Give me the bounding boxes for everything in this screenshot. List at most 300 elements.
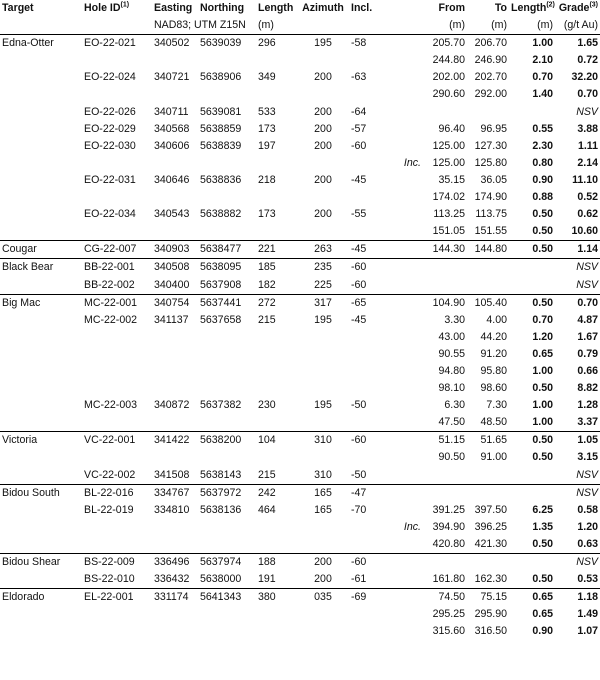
cell-grade: 3.88 [577, 122, 598, 135]
cell-from: 90.55 [438, 347, 465, 360]
cell-target [0, 397, 82, 414]
cell-target [0, 449, 82, 466]
cell-azimuth [297, 623, 349, 640]
cell-northing [198, 155, 256, 172]
col-interval-length-label: Length [511, 2, 547, 14]
table-row [0, 519, 600, 536]
cell-to: 105.40 [474, 296, 507, 309]
cell-grade: NSV [576, 556, 598, 568]
cell-azimuth: 263 [297, 241, 349, 259]
cell-note [389, 589, 423, 607]
cell-note [389, 52, 423, 69]
cell-northing: 5637908 [198, 277, 256, 295]
cell-incl: -45 [349, 241, 389, 259]
cell-northing [198, 189, 256, 206]
cell-hole-id: BS-22-009 [84, 556, 135, 568]
cell-target [0, 312, 82, 329]
cell-incl: -61 [349, 571, 389, 589]
cell-target [0, 329, 82, 346]
table-row [0, 121, 600, 138]
cell-length: 218 [258, 173, 276, 186]
cell-easting [152, 346, 198, 363]
cell-hole-id: EO-22-031 [84, 173, 136, 186]
col-incl: Incl. [351, 2, 373, 14]
cell-length [256, 380, 297, 397]
cell-incl: -55 [351, 208, 367, 221]
cell-easting: 340721 [154, 71, 190, 84]
cell-grade: 0.70 [577, 88, 598, 101]
cell-from: 174.02 [432, 191, 465, 204]
cell-note [389, 467, 423, 485]
cell-length: 182 [256, 277, 297, 295]
cell-from: 125.00 [432, 139, 465, 152]
cell-grade: 0.62 [577, 208, 598, 221]
cell-azimuth: 225 [297, 277, 349, 295]
cell-note [389, 312, 423, 329]
cell-from: 295.25 [432, 608, 465, 621]
table-row [0, 189, 600, 206]
table-row [0, 86, 600, 103]
cell-hole-id: BL-22-016 [84, 486, 134, 499]
cell-length [256, 449, 297, 466]
cell-note [389, 623, 423, 640]
cell-interval-length [509, 467, 555, 485]
cell-incl: -60 [351, 261, 367, 274]
cell-incl: -60 [351, 139, 367, 152]
cell-note [389, 449, 423, 466]
unit-incl [349, 17, 389, 35]
cell-azimuth: 310 [297, 467, 349, 485]
cell-from: 35.15 [438, 173, 465, 186]
cell-easting [152, 86, 198, 103]
cell-hole-id [82, 606, 152, 623]
cell-easting: 341137 [154, 313, 189, 326]
cell-incl: -65 [351, 296, 367, 309]
cell-target: Victoria [2, 434, 38, 447]
cell-from: 3.30 [444, 313, 465, 326]
cell-grade: NSV [576, 105, 598, 118]
cell-length [256, 52, 297, 69]
cell-target: Black Bear [2, 261, 54, 274]
cell-easting: 340903 [152, 241, 198, 259]
cell-interval-length: 0.50 [509, 223, 555, 241]
cell-interval-length: 0.50 [509, 571, 555, 589]
cell-incl [349, 346, 389, 363]
cell-interval-length: 0.55 [532, 122, 553, 135]
cell-azimuth: 035 [314, 591, 332, 604]
unit-to: (m) [467, 17, 509, 35]
table-row [0, 346, 600, 363]
table-row [0, 35, 600, 53]
cell-azimuth [297, 329, 349, 346]
col-easting: Easting [154, 2, 193, 14]
cell-from: 43.00 [438, 330, 465, 343]
table-row [0, 536, 600, 554]
cell-note [389, 259, 423, 277]
table-header [0, 0, 600, 35]
cell-grade: NSV [555, 467, 600, 485]
cell-to: 174.90 [474, 191, 507, 204]
cell-length [256, 86, 297, 103]
col-target: Target [2, 2, 34, 14]
cell-from: 391.25 [432, 503, 465, 516]
cell-northing [198, 414, 256, 432]
cell-azimuth: 195 [314, 399, 332, 412]
unit-hole [82, 17, 152, 35]
cell-to: 91.20 [480, 347, 507, 360]
cell-northing [198, 329, 256, 346]
cell-grade: 2.14 [577, 156, 598, 169]
cell-easting [152, 519, 198, 536]
cell-length: 188 [258, 556, 276, 568]
cell-northing: 5637972 [200, 486, 242, 499]
cell-incl: -57 [351, 122, 367, 135]
cell-to: 48.50 [467, 414, 509, 432]
cell-easting: 340568 [154, 122, 190, 135]
cell-incl [349, 380, 389, 397]
table-row [0, 380, 600, 397]
cell-hole-id: EO-22-029 [84, 122, 136, 135]
cell-incl [349, 86, 389, 103]
table-row [0, 138, 600, 155]
cell-grade: 0.79 [577, 347, 598, 360]
cell-to [467, 467, 509, 485]
table-row [0, 467, 600, 485]
unit-note [389, 17, 423, 35]
cell-hole-id: CG-22-007 [82, 241, 152, 259]
cell-length: 197 [258, 139, 276, 152]
cell-from: 144.30 [423, 241, 467, 259]
cell-target [0, 536, 82, 554]
unit-from: (m) [423, 17, 467, 35]
cell-easting [152, 223, 198, 241]
cell-from: 47.50 [423, 414, 467, 432]
cell-incl: -45 [351, 173, 367, 186]
cell-grade: 3.15 [577, 451, 598, 464]
cell-grade: 0.66 [577, 364, 598, 377]
cell-from: 290.60 [432, 88, 465, 101]
table-row [0, 294, 600, 312]
cell-easting: 341508 [152, 467, 198, 485]
footnote-1: (1) [120, 1, 130, 9]
cell-from: 161.80 [423, 571, 467, 589]
cell-length [256, 155, 297, 172]
cell-from: 244.80 [432, 54, 465, 67]
cell-easting: 340543 [154, 208, 190, 221]
cell-interval-length: 0.65 [532, 591, 553, 604]
cell-length: 380 [258, 591, 276, 604]
cell-interval-length: 0.50 [509, 536, 555, 554]
col-northing: Northing [200, 2, 245, 14]
cell-length: 296 [258, 37, 276, 50]
cell-length [256, 606, 297, 623]
cell-northing: 5641343 [200, 591, 242, 604]
cell-note [389, 329, 423, 346]
cell-to: 316.50 [474, 625, 507, 638]
cell-to: 162.30 [467, 571, 509, 589]
cell-target [0, 277, 82, 295]
cell-target [0, 380, 82, 397]
cell-grade: 0.53 [555, 571, 600, 589]
footnote-2: (2) [546, 1, 555, 9]
cell-azimuth: 195 [314, 313, 332, 326]
cell-length [256, 536, 297, 554]
table-row [0, 206, 600, 223]
table-row [0, 172, 600, 189]
cell-target [0, 86, 82, 103]
cell-from: 151.05 [423, 223, 467, 241]
table-row [0, 223, 600, 241]
cell-to: 36.05 [480, 173, 507, 186]
cell-grade: 1.05 [577, 434, 598, 447]
cell-northing [198, 449, 256, 466]
cell-grade: 8.82 [577, 382, 598, 395]
cell-hole-id: EL-22-001 [84, 591, 134, 604]
cell-hole-id [82, 519, 152, 536]
cell-hole-id: MC-22-001 [84, 296, 137, 309]
cell-length: 215 [258, 313, 276, 326]
cell-hole-id [82, 414, 152, 432]
cell-target [0, 223, 82, 241]
cell-note [389, 241, 423, 259]
cell-from [423, 467, 467, 485]
cell-hole-id: BB-22-002 [82, 277, 152, 295]
cell-note [389, 432, 423, 450]
cell-note [389, 502, 423, 519]
cell-incl: -47 [351, 486, 367, 499]
cell-from: 202.00 [432, 71, 465, 84]
cell-note [389, 571, 423, 589]
cell-target [0, 138, 82, 155]
cell-interval-length: 1.00 [532, 37, 553, 50]
cell-length [256, 623, 297, 640]
cell-northing: 5638143 [198, 467, 256, 485]
table-row [0, 432, 600, 450]
cell-hole-id [82, 623, 152, 640]
cell-length: 230 [258, 399, 276, 412]
cell-from: 74.50 [438, 591, 465, 604]
cell-azimuth [297, 155, 349, 172]
cell-note [389, 172, 423, 189]
cell-to: 96.95 [480, 122, 507, 135]
cell-target [0, 52, 82, 69]
cell-to: 246.90 [474, 54, 507, 67]
table-row [0, 554, 600, 572]
cell-to [467, 554, 509, 572]
cell-grade: 1.65 [577, 37, 598, 50]
col-grade-label: Grade [558, 2, 590, 14]
cell-grade: 0.58 [577, 503, 598, 516]
cell-azimuth: 200 [314, 105, 332, 118]
table-row [0, 571, 600, 589]
cell-note [389, 189, 423, 206]
cell-easting: 334810 [154, 503, 190, 516]
cell-note [389, 104, 423, 121]
table-row [0, 484, 600, 502]
cell-azimuth: 200 [297, 571, 349, 589]
cell-hole-id [82, 380, 152, 397]
unit-target [0, 17, 82, 35]
cell-easting: 340502 [154, 37, 190, 50]
cell-from [423, 277, 467, 295]
cell-hole-id [82, 536, 152, 554]
cell-interval-length: 0.70 [532, 313, 553, 326]
cell-length [256, 223, 297, 241]
cell-hole-id [82, 155, 152, 172]
cell-interval-length: 0.88 [532, 191, 553, 204]
cell-target: Big Mac [2, 296, 41, 309]
cell-target [0, 363, 82, 380]
cell-easting: 340872 [154, 399, 190, 412]
cell-azimuth: 200 [314, 173, 332, 186]
cell-to: 127.30 [474, 139, 507, 152]
cell-northing [198, 623, 256, 640]
cell-note [389, 536, 423, 554]
cell-length [256, 329, 297, 346]
cell-target [0, 69, 82, 86]
cell-to: 292.00 [474, 88, 507, 101]
cell-hole-id [82, 329, 152, 346]
unit-interval-length: (m) [509, 17, 555, 35]
cell-to: 206.70 [474, 37, 507, 50]
cell-grade: 0.70 [577, 296, 598, 309]
cell-easting: 340646 [154, 173, 190, 186]
cell-target [0, 606, 82, 623]
cell-note [389, 138, 423, 155]
cell-note [389, 484, 423, 502]
cell-easting [152, 536, 198, 554]
cell-easting: 336432 [152, 571, 198, 589]
cell-easting [152, 363, 198, 380]
cell-incl: -45 [351, 313, 367, 326]
table-row [0, 397, 600, 414]
cell-northing: 5637382 [200, 399, 242, 412]
cell-target: Bidou Shear [2, 556, 61, 568]
cell-easting: 334767 [154, 486, 190, 499]
cell-interval-length: 1.35 [532, 520, 553, 533]
cell-grade: 4.87 [577, 313, 598, 326]
cell-note [389, 121, 423, 138]
cell-target [0, 104, 82, 121]
cell-grade: NSV [576, 261, 598, 274]
cell-interval-length: 0.50 [532, 451, 553, 464]
cell-grade: NSV [555, 277, 600, 295]
cell-hole-id: EO-22-030 [84, 139, 136, 152]
cell-azimuth: 317 [314, 296, 332, 309]
cell-from [423, 104, 467, 121]
cell-northing [198, 380, 256, 397]
cell-incl [349, 363, 389, 380]
cell-from: 6.30 [444, 399, 465, 412]
cell-from [423, 259, 467, 277]
cell-easting [152, 623, 198, 640]
table-row [0, 363, 600, 380]
cell-hole-id: EO-22-034 [84, 208, 136, 221]
cell-note [389, 554, 423, 572]
cell-interval-length: 0.80 [532, 156, 553, 169]
cell-hole-id: BL-22-019 [84, 503, 134, 516]
cell-incl: -64 [351, 105, 367, 118]
cell-interval-length [509, 277, 555, 295]
cell-to: 397.50 [474, 503, 507, 516]
cell-note [389, 277, 423, 295]
cell-from: 420.80 [423, 536, 467, 554]
cell-target [0, 623, 82, 640]
cell-northing: 5638000 [198, 571, 256, 589]
cell-azimuth [297, 86, 349, 103]
cell-interval-length: 0.50 [532, 296, 553, 309]
cell-easting [152, 189, 198, 206]
cell-interval-length: 1.00 [509, 414, 555, 432]
cell-azimuth [297, 519, 349, 536]
cell-note [389, 414, 423, 432]
cell-azimuth: 200 [314, 208, 332, 221]
cell-length [256, 189, 297, 206]
cell-length [256, 346, 297, 363]
cell-northing [198, 606, 256, 623]
cell-incl [349, 606, 389, 623]
table-row [0, 241, 600, 259]
cell-northing: 5638839 [200, 139, 242, 152]
cell-hole-id [82, 86, 152, 103]
cell-azimuth [297, 536, 349, 554]
cell-note [389, 86, 423, 103]
cell-easting: 341422 [154, 434, 190, 447]
cell-from [423, 484, 467, 502]
cell-interval-length: 0.70 [532, 71, 553, 84]
cell-to: 125.80 [474, 156, 507, 169]
cell-easting [152, 606, 198, 623]
cell-incl: -63 [351, 71, 367, 84]
cell-length: 272 [258, 296, 276, 309]
cell-incl [349, 623, 389, 640]
cell-grade: 1.14 [555, 241, 600, 259]
table-row [0, 449, 600, 466]
cell-incl: -50 [351, 399, 367, 412]
cell-interval-length: 1.40 [532, 88, 553, 101]
unit-length: (m) [256, 17, 297, 35]
cell-from: 104.90 [432, 296, 465, 309]
cell-grade: 0.63 [555, 536, 600, 554]
cell-interval-length: 0.50 [532, 208, 553, 221]
cell-to: 98.60 [480, 382, 507, 395]
cell-azimuth: 200 [314, 122, 332, 135]
table-row [0, 623, 600, 640]
cell-azimuth: 310 [314, 434, 332, 447]
col-from: From [438, 2, 465, 14]
header-row [0, 0, 600, 17]
cell-easting [152, 52, 198, 69]
cell-from: 94.80 [438, 364, 465, 377]
cell-hole-id: EO-22-024 [84, 71, 136, 84]
cell-from: 205.70 [432, 37, 465, 50]
cell-interval-length: 1.20 [532, 330, 553, 343]
cell-from: 90.50 [438, 451, 465, 464]
cell-hole-id: BB-22-001 [84, 261, 135, 274]
cell-easting: 336496 [154, 556, 190, 568]
table-row [0, 414, 600, 432]
cell-northing: 5637974 [200, 556, 242, 568]
cell-length: 464 [258, 503, 276, 516]
cell-target [0, 571, 82, 589]
cell-grade: 32.20 [571, 71, 598, 84]
cell-incl [349, 329, 389, 346]
cell-interval-length: 1.00 [532, 399, 553, 412]
cell-to: 51.65 [480, 434, 507, 447]
cell-easting: 331174 [154, 591, 189, 604]
cell-northing [198, 86, 256, 103]
cell-target [0, 172, 82, 189]
